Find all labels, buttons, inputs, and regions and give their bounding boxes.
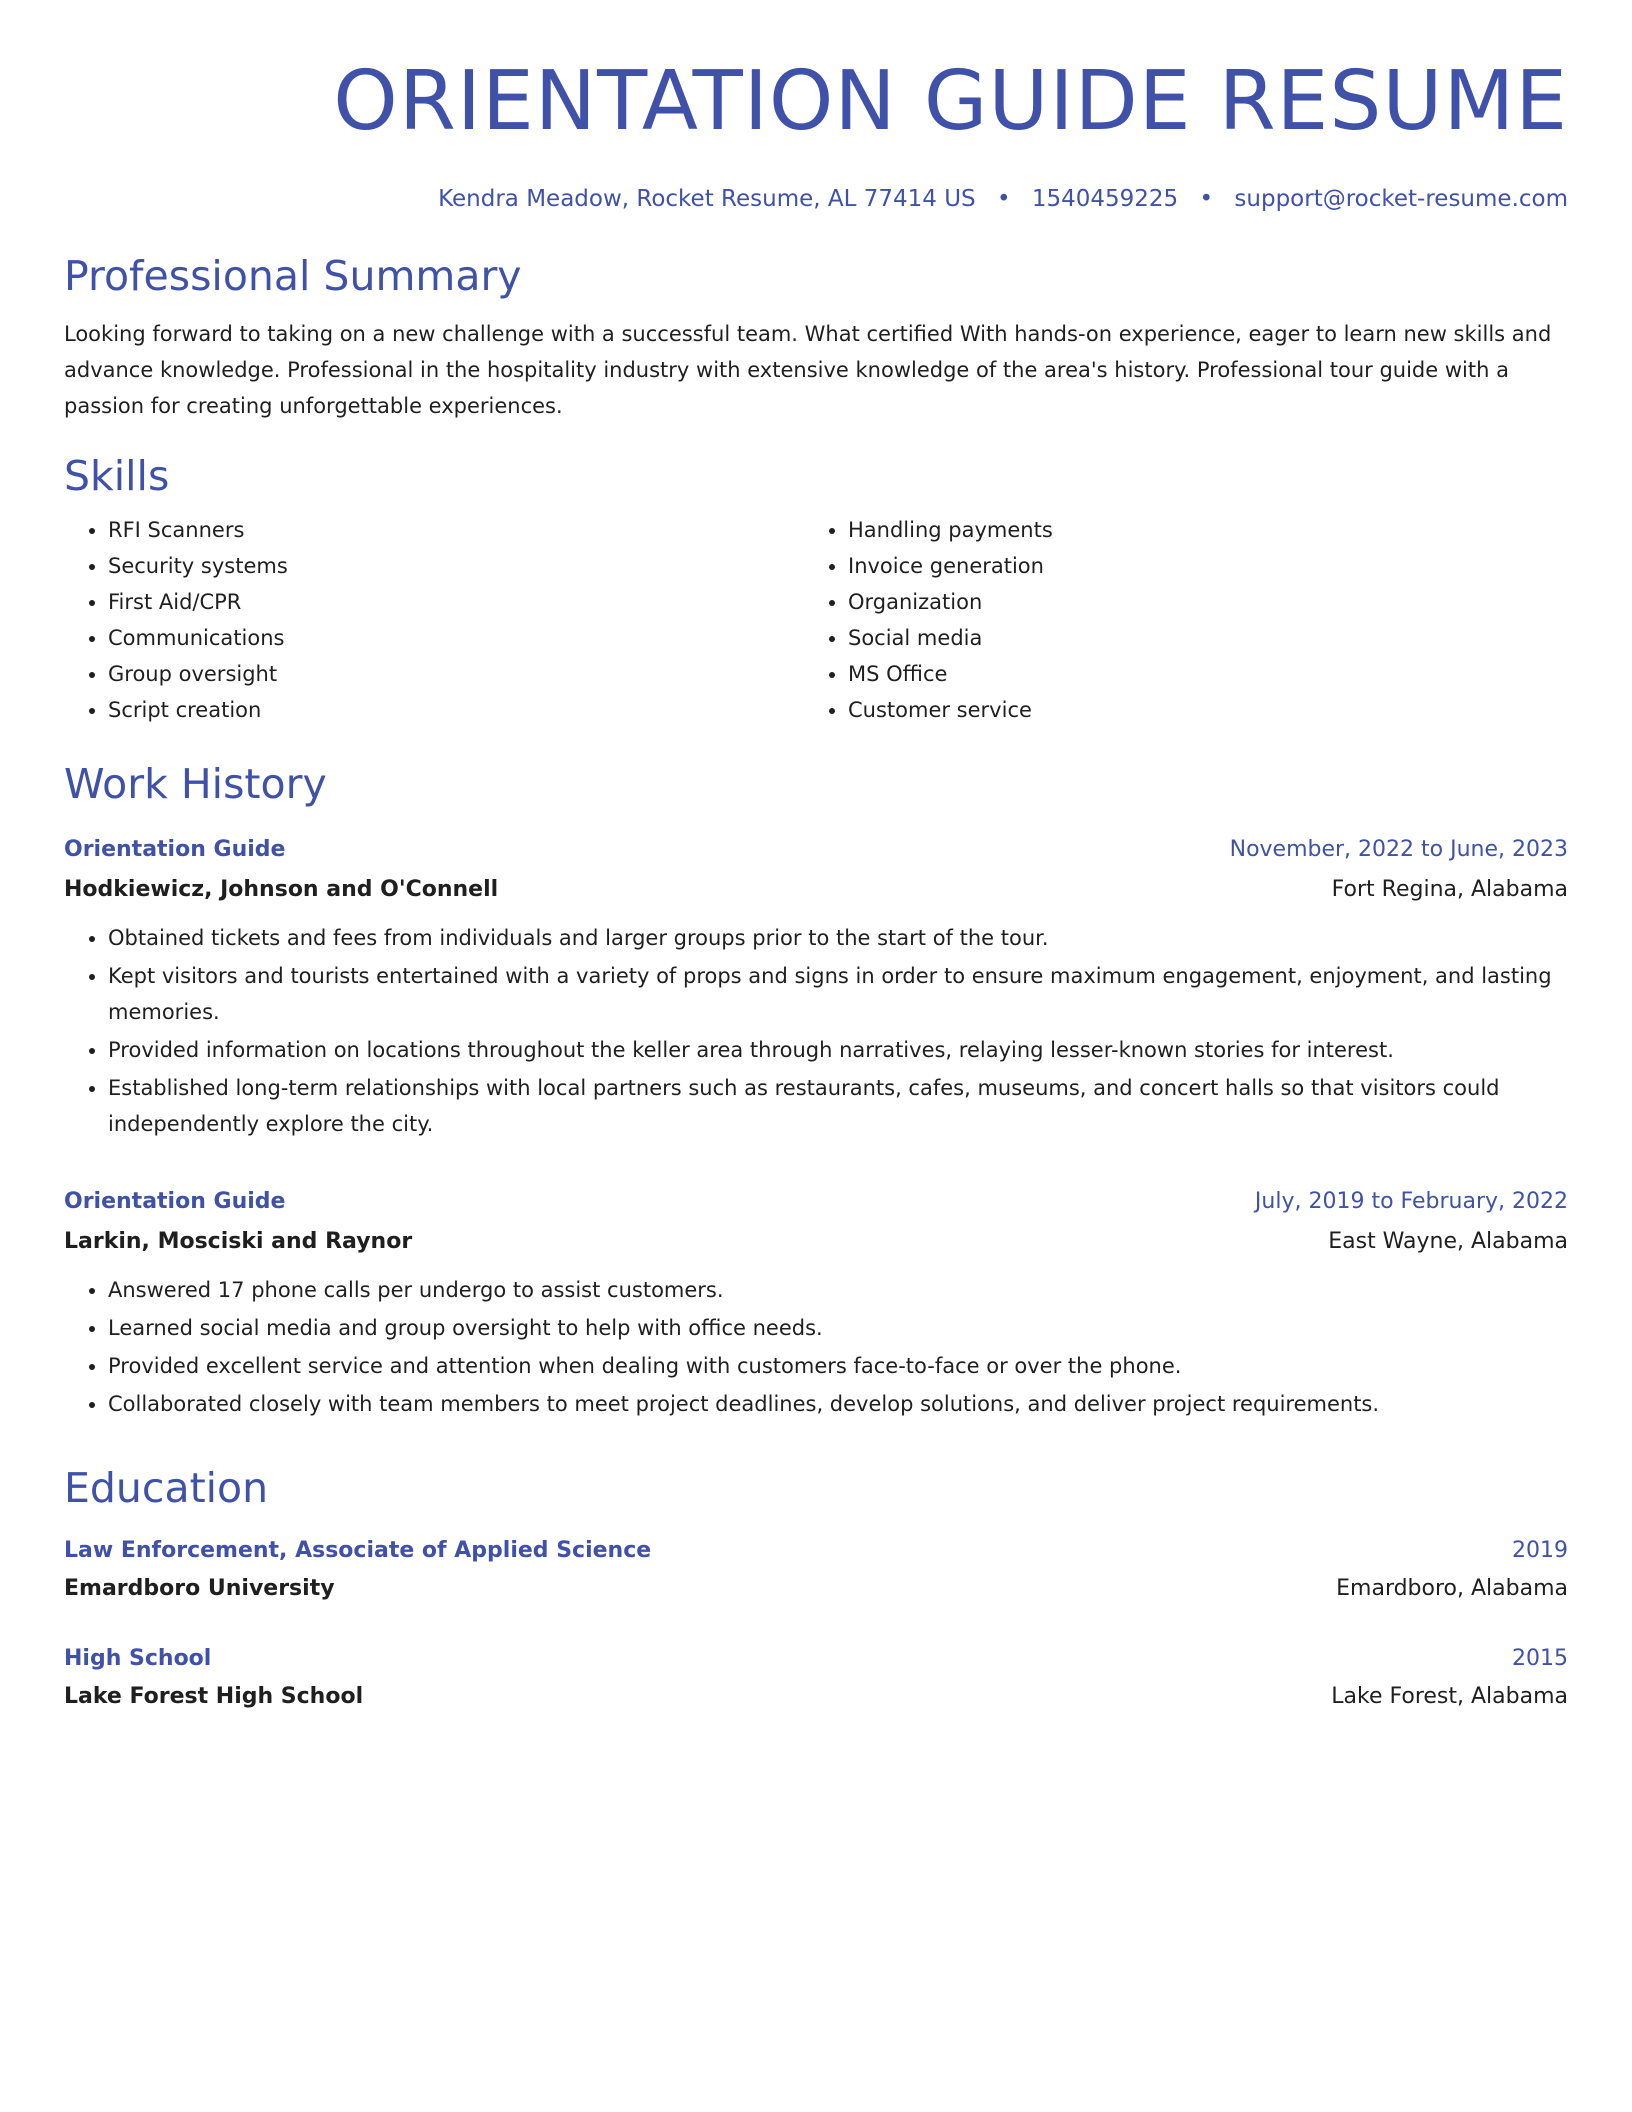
job-bullet: • Established long-term relationships with local partners such as restaurants, cafes, museums, and concert halls so that visitors could independently explore the city.	[108, 1070, 1568, 1142]
education-header-row	[64, 1640, 1568, 1678]
skill-item: • Communications	[108, 620, 806, 656]
separator-dot: •	[1199, 186, 1214, 212]
skill-item: • Social media	[848, 620, 1548, 656]
summary-text: Looking forward to taking on a new challenge with a successful team. What certified With hands-on experience, eager to learn new skills and advance knowledge. Professional in the hospitality industry with extensive knowledge of the area's history. Professional tour guide with a passion for creating unforgettable experiences.	[64, 322, 1552, 418]
job-entry	[64, 1182, 1568, 1422]
contact-address: Kendra Meadow, Rocket Resume, AL 77414 US	[438, 186, 976, 212]
contact-email: support@rocket-resume.com	[1234, 186, 1568, 212]
job-bullet: • Learned social media and group oversight to help with office needs.	[108, 1310, 1568, 1346]
education-school: Emardboro University	[64, 1576, 335, 1601]
contact-line	[64, 184, 1568, 214]
job-company: Hodkiewicz, Johnson and O'Connell	[64, 877, 499, 902]
job-entry	[64, 830, 1568, 1142]
job-bullets	[64, 1272, 1568, 1422]
job-bullet: • Kept visitors and tourists entertained with a variety of props and signs in order to ensure maximum engagement, enjoyment, and lasting memories.	[108, 958, 1568, 1030]
summary-heading: Professional Summary	[64, 252, 522, 300]
skill-item: • Invoice generation	[848, 548, 1548, 584]
education-year: 2019	[1512, 1538, 1568, 1563]
skill-item: • Script creation	[108, 692, 806, 728]
job-bullet: • Obtained tickets and fees from individuals and larger groups prior to the start of the tour.	[108, 920, 1568, 956]
separator-dot: •	[996, 186, 1011, 212]
job-bullet: • Answered 17 phone calls per undergo to assist customers.	[108, 1272, 1568, 1308]
skill-item: • Customer service	[848, 692, 1548, 728]
skill-item: • Security systems	[108, 548, 806, 584]
education-heading: Education	[64, 1464, 269, 1512]
education-entry	[64, 1532, 1568, 1608]
job-header-row	[64, 1182, 1568, 1222]
education-year: 2015	[1512, 1646, 1568, 1671]
job-company: Larkin, Mosciski and Raynor	[64, 1229, 413, 1254]
resume-page	[64, 0, 1568, 1716]
skills-heading: Skills	[64, 452, 170, 500]
skill-item: • RFI Scanners	[108, 512, 806, 548]
education-school-row	[64, 1678, 1568, 1716]
work-history-heading: Work History	[64, 760, 327, 808]
job-bullet: • Collaborated closely with team members to meet project deadlines, develop solutions, and deliver project requirements.	[108, 1386, 1568, 1422]
education-entry	[64, 1640, 1568, 1716]
education-header-row	[64, 1532, 1568, 1570]
skill-item: • Group oversight	[108, 656, 806, 692]
skill-item: • Handling payments	[848, 512, 1548, 548]
job-location: East Wayne, Alabama	[1328, 1229, 1568, 1254]
skills-list	[64, 512, 1568, 728]
education-school-row	[64, 1570, 1568, 1608]
resume-title: ORIENTATION GUIDE RESUME	[333, 54, 1568, 149]
job-bullet: • Provided excellent service and attention when dealing with customers face-to-face or over the phone.	[108, 1348, 1568, 1384]
education-degree: Law Enforcement, Associate of Applied Science	[64, 1538, 652, 1563]
job-bullets	[64, 920, 1568, 1142]
education-location: Emardboro, Alabama	[1336, 1576, 1568, 1601]
job-dates: July, 2019 to February, 2022	[1254, 1189, 1568, 1214]
skill-item: • Organization	[848, 584, 1548, 620]
job-title: Orientation Guide	[64, 1189, 286, 1214]
skills-column-left	[64, 512, 806, 728]
education-location: Lake Forest, Alabama	[1331, 1684, 1568, 1709]
job-company-row	[64, 1222, 1568, 1262]
job-location: Fort Regina, Alabama	[1331, 877, 1568, 902]
skill-item: • First Aid/CPR	[108, 584, 806, 620]
education-school: Lake Forest High School	[64, 1684, 364, 1709]
skills-column-right	[806, 512, 1548, 728]
skill-item: • MS Office	[848, 656, 1548, 692]
contact-phone: 1540459225	[1031, 186, 1179, 212]
job-company-row	[64, 870, 1568, 910]
job-title: Orientation Guide	[64, 837, 286, 862]
education-degree: High School	[64, 1646, 212, 1671]
job-dates: November, 2022 to June, 2023	[1229, 837, 1568, 862]
job-bullet: • Provided information on locations throughout the keller area through narratives, relaying lesser-known stories for interest.	[108, 1032, 1568, 1068]
job-header-row	[64, 830, 1568, 870]
